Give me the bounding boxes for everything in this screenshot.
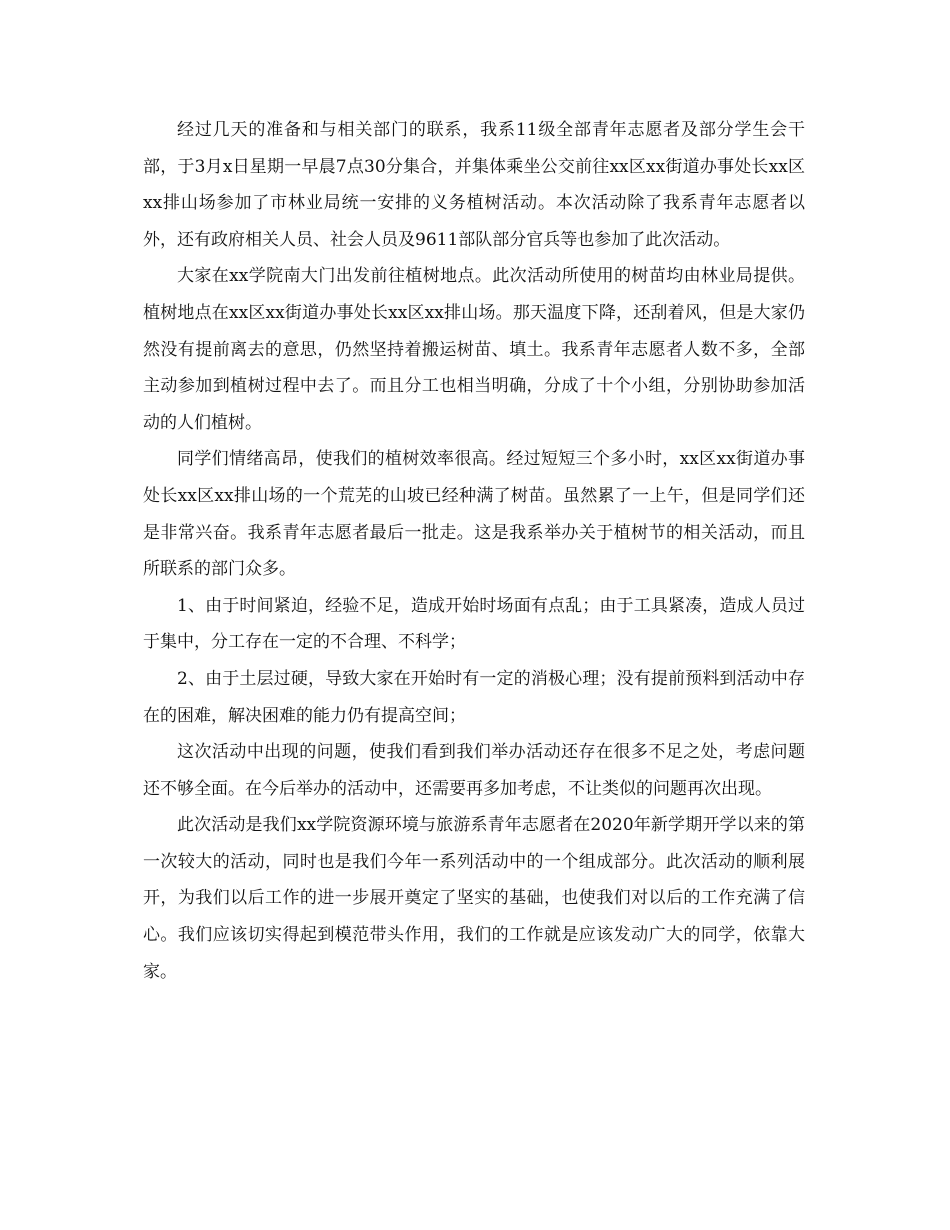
paragraph-3: 同学们情绪高昂，使我们的植树效率很高。经过短短三个多小时，xx区xx街道办事处长xx区xx排山场的一个荒芜的山坡已经种满了树苗。虽然累了一上午，但是同学们还是非常兴奋。我系青年志愿者最后一批走。这是我系举办关于植树节的相关活动，而且所联系的部门众多。 (143, 449, 805, 580)
paragraph-5: 2、由于土层过硬，导致大家在开始时有一定的消极心理；没有提前预料到活动中存在的困难，解决困难的能力仍有提高空间； (143, 668, 805, 726)
document-body (143, 112, 805, 990)
paragraph-1: 经过几天的准备和与相关部门的联系，我系11级全部青年志愿者及部分学生会干部，于3月x日星期一早晨7点30分集合，并集体乘坐公交前往xx区xx街道办事处长xx区xx排山场参加了市林业局统一安排的义务植树活动。本次活动除了我系青年志愿者以外，还有政府相关人员、社会人员及9611部队部分官兵等也参加了此次活动。 (143, 120, 805, 250)
paragraph-2: 大家在xx学院南大门出发前往植树地点。此次活动所使用的树苗均由林业局提供。植树地点在xx区xx街道办事处长xx区xx排山场。那天温度下降，还刮着风，但是大家仍然没有提前离去的意思，仍然坚持着搬运树苗、填土。我系青年志愿者人数不多，全部主动参加到植树过程中去了。而且分工也相当明确，分成了十个小组，分别协助参加活动的人们植树。 (143, 266, 805, 433)
paragraph-4: 1、由于时间紧迫，经验不足，造成开始时场面有点乱；由于工具紧凑，造成人员过于集中，分工存在一定的不合理、不科学； (143, 595, 805, 653)
paragraph-7: 此次活动是我们xx学院资源环境与旅游系青年志愿者在2020年新学期开学以来的第一次较大的活动，同时也是我们今年一系列活动中的一个组成部分。此次活动的顺利展开，为我们以后工作的进一步展开奠定了坚实的基础，也使我们对以后的工作充满了信心。我们应该切实得起到模范带头作用，我们的工作就是应该发动广大的同学，依靠大家。 (143, 815, 805, 982)
paragraph-6: 这次活动中出现的问题，使我们看到我们举办活动还存在很多不足之处，考虑问题还不够全面。在今后举办的活动中，还需要再多加考虑，不让类似的问题再次出现。 (143, 742, 805, 799)
